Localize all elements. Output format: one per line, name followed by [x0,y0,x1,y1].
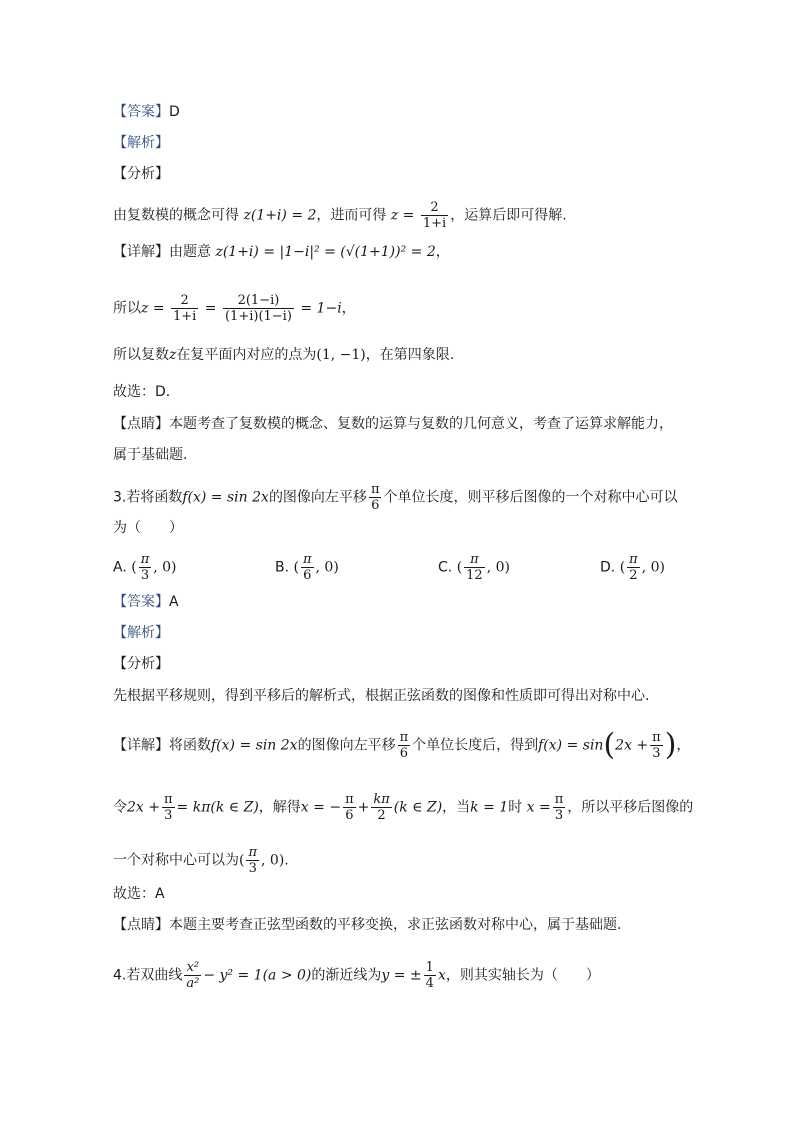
option-c[interactable]: C. ( $\frac{\pi}{12}$ , 0) [438,552,510,583]
q3-stem: 3.若将函数f(x) = sin 2x的图像向左平移 $\frac{\pi}{6}$ 个单位长度，则平移后图像的一个对称中心可以 [113,482,678,513]
comment-line: 【点睛】本题主要考查正弦型函数的平移变换，求正弦函数对称中心，属于基础题. [113,917,622,933]
answer-value: D [169,104,180,120]
q4-stem: 4.若双曲线 $\frac{\text{x²}}{\text{a²}}$ − y² = 1(a > 0)的渐近线为y = ± $\frac{1}{4}$ x，则其实轴长为（ ） [113,960,600,991]
detail-line: 【详解】将函数f(x) = sin 2x的图像向左平移 $\frac{\pi}{6}$ 个单位长度后，得到f(x) = sin(2x + $\frac{\pi}{3}$ )， [113,727,691,763]
fraction: $\frac{\text{x²}}{\text{a²}}$ [186,960,200,991]
detail-line: 【详解】由题意 z(1+i) = |1−i|² = (√(1+1))² = 2， [113,244,450,260]
so-line: 所以z = $\frac{2}{1+i}$ = $\frac{2(1-i)}{(1+i)(1-i)}$ = 1−i， [113,293,356,324]
equation: z(1+i) = |1−i|² = (√(1+1))² = 2 [215,244,436,260]
analysis-heading: 【解析】 [113,135,169,151]
fenxi-heading: 【分析】 [113,656,169,672]
q3-stem-2: 为（ ） [113,520,183,536]
answer-tag: 【答案】 [113,594,169,610]
fraction: $\frac{\pi}{6}$ [302,552,312,583]
comment-line-2: 属于基础题. [113,447,188,463]
fraction: $\frac{\pi}{3}$ [554,792,564,823]
fraction: $\frac{k\pi}{2}$ [373,792,390,823]
let-line: 令2x + $\frac{\pi}{3}$ = kπ(k ∈ Z)，解得x = − $\frac{\pi}{6}$ + $\frac{k\pi}{2}$ (k ∈ Z)，当k = 1时 x = $\frac{\pi}{3}$ ，所以平移后图像的 [113,792,694,823]
answer-line [113,592,179,612]
fraction: $\frac{\pi}{3}$ [140,552,150,583]
answer-tag: 【答案】 [113,104,169,120]
equation: z(1+i) = 2 [243,207,317,224]
option-b[interactable]: B. ( $\frac{\pi}{6}$ , 0) [275,552,339,583]
fraction: $\frac{\pi}{6}$ [370,482,380,513]
fraction: $\frac{\pi}{12}$ [466,552,483,583]
choose-line: 故选：D. [113,384,171,400]
analysis-heading: 【解析】 [113,625,169,641]
option-a[interactable]: A. ( $\frac{\pi}{3}$ , 0) [113,552,177,583]
fraction: $\frac{2}{1+i}$ [173,293,197,324]
fraction: $\frac{\pi}{2}$ [629,552,638,583]
point-line: 所以复数z在复平面内对应的点为(1, −1)，在第四象限. [113,347,455,363]
fraction: $\frac{\pi}{3}$ [163,792,173,823]
fraction: $\frac{\pi}{3}$ [248,845,258,876]
equation: z = [390,207,415,224]
fenxi-heading: 【分析】 [113,166,169,182]
fraction: $\frac{1}{4}$ [425,960,434,991]
answer-line [113,102,180,122]
choose-line: 故选：A [113,886,165,902]
fenxi-text: 先根据平移规则，得到平移后的解析式，根据正弦函数的图像和性质即可得出对称中心. [113,688,650,704]
fraction: $\frac{2}{1+i}$ [422,200,447,231]
comment-line: 【点睛】本题考查了复数模的概念、复数的运算与复数的几何意义，考查了运算求解能力， [113,416,673,432]
fraction: $\frac{\pi}{3}$ [652,730,661,761]
fraction: $\frac{\pi}{6}$ [399,730,409,761]
fraction: $\frac{2(1-i)}{(1+i)(1-i)}$ [224,293,292,324]
option-d[interactable]: D. ( $\frac{\pi}{2}$ , 0) [600,552,665,583]
fenxi-text: 由复数模的概念可得 z(1+i) = 2，进而可得 z = $\frac{2}{1+i}$ ，运算后即可得解. [113,200,567,231]
answer-value: A [169,594,179,610]
fraction: $\frac{\pi}{6}$ [345,792,354,823]
center-line: 一个对称中心可以为( $\frac{\pi}{3}$ , 0). [113,845,289,876]
